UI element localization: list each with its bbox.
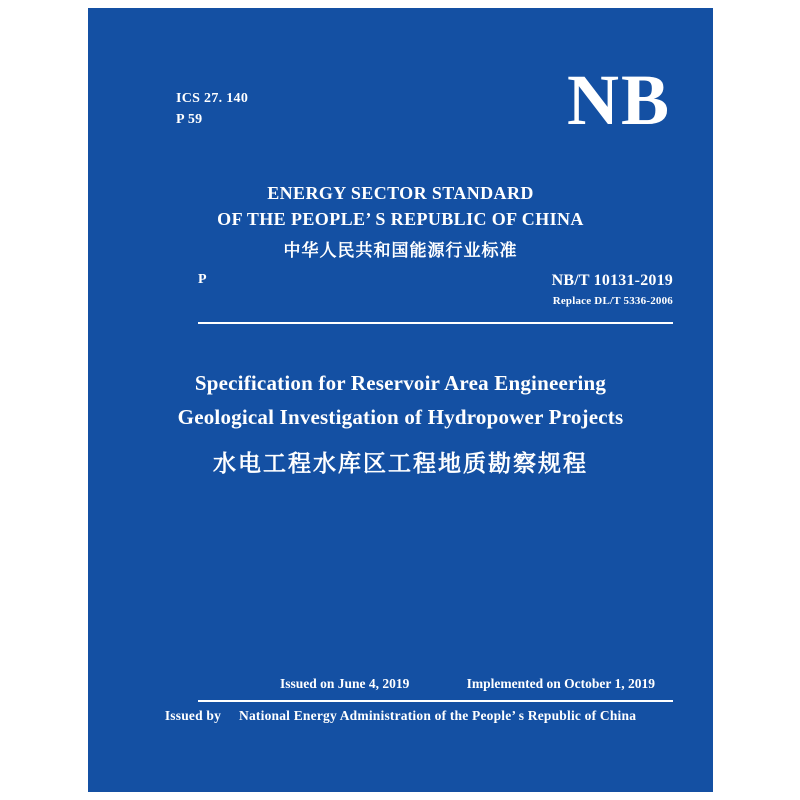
classification-code: P xyxy=(198,272,207,287)
replaces-standard: Replace DL/T 5336-2006 xyxy=(552,295,673,307)
document-title xyxy=(88,366,713,486)
issued-on-date: Issued on June 4, 2019 xyxy=(280,676,410,691)
ics-block xyxy=(176,88,248,130)
designation-right xyxy=(552,270,673,310)
standard-number: NB/T 10131-2019 xyxy=(551,272,673,289)
implemented-on-date: Implemented on October 1, 2019 xyxy=(466,676,655,691)
designation-row xyxy=(198,270,673,314)
issuing-authority: National Energy Administration of the People’ s Republic of China xyxy=(239,708,637,723)
divider-bottom xyxy=(198,700,673,702)
issued-by-label: Issued by xyxy=(164,708,222,723)
standard-cover xyxy=(88,8,713,792)
nb-logo: NB xyxy=(566,60,671,140)
issuer-row xyxy=(88,708,713,724)
title-english-line-2: Geological Investigation of Hydropower Projects xyxy=(177,405,624,429)
header-line-1: ENERGY SECTOR STANDARD xyxy=(267,183,534,203)
header-line-chinese: 中华人民共和国能源行业标准 xyxy=(283,241,518,261)
divider-top xyxy=(198,322,673,324)
dates-row xyxy=(198,676,673,696)
standard-header xyxy=(88,180,713,266)
ics-category-code: P 59 xyxy=(176,112,203,127)
title-chinese: 水电工程水库区工程地质勘察规程 xyxy=(213,451,588,477)
header-line-2: OF THE PEOPLE’ S REPUBLIC OF CHINA xyxy=(217,209,584,229)
title-english-line-1: Specification for Reservoir Area Engineering xyxy=(194,371,607,395)
ics-number: ICS 27. 140 xyxy=(176,91,249,106)
